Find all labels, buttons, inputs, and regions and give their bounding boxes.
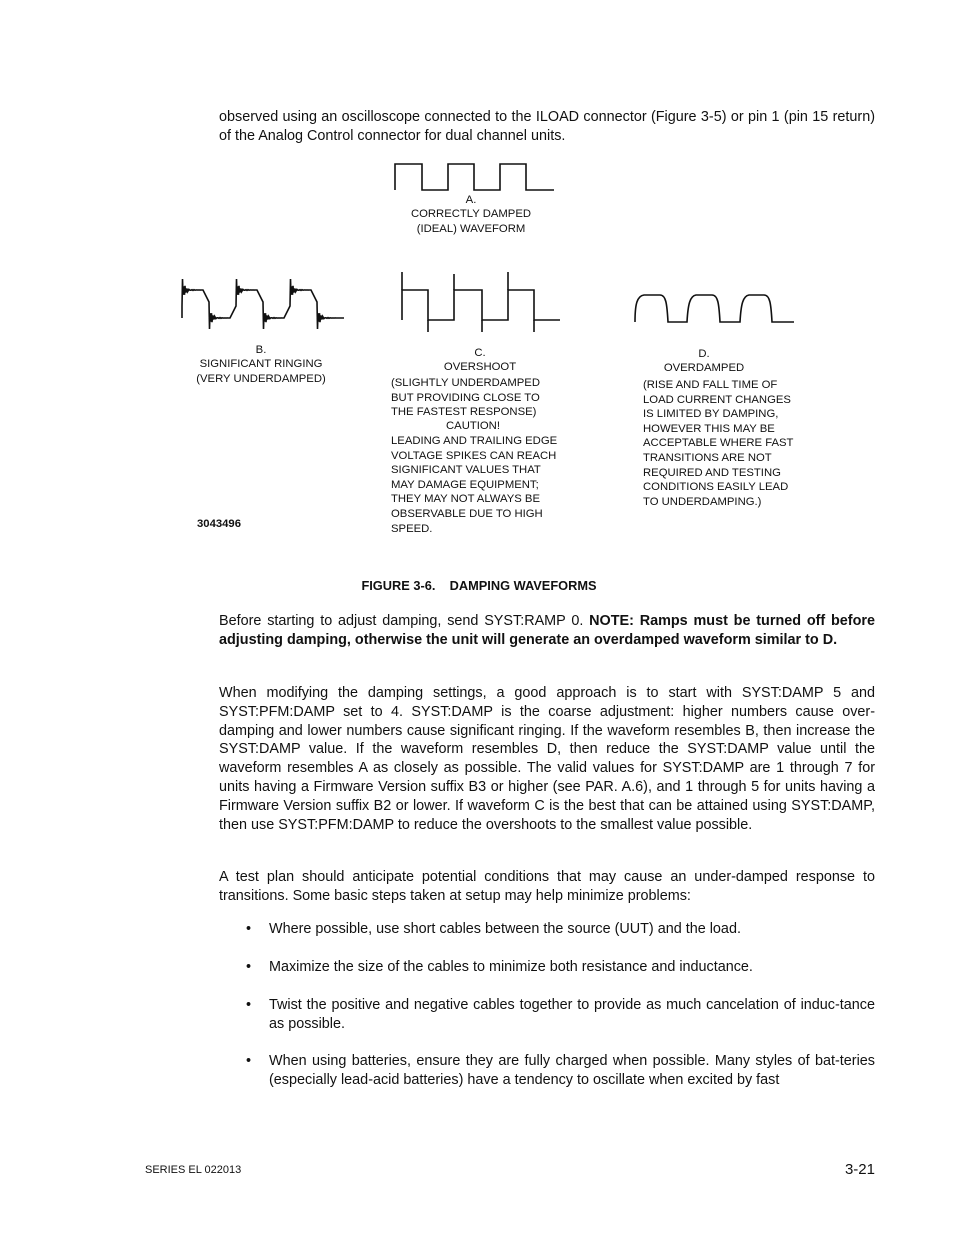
bullet-item: Where possible, use short cables between the source (UUT) and the load. [269, 921, 741, 937]
waveform-c-warning: LEADING AND TRAILING EDGE VOLTAGE SPIKES CAN REACH SIGNIFICANT VALUES THAT MAY DAMAGE EQUIPMENT; THEY MAY NOT ALWAYS BE OBSERVABLE DUE TO HIGH SPEED. [391, 435, 558, 535]
waveform-b-trace [182, 279, 344, 329]
waveform-d-overdamped [630, 290, 798, 330]
bullet-symbol: • [246, 921, 252, 937]
intro-paragraph: observed using an oscilloscope connected to the ILOAD connector (Figure 3-5) or pin 1 (pin 15 return) of the Analog Control connector for dual channel units. [219, 109, 875, 144]
waveform-c-title: OVERSHOOT [443, 361, 517, 373]
waveform-a-trace [395, 164, 554, 190]
bullet-symbol: • [246, 959, 252, 975]
waveform-c-letter: C. [474, 347, 486, 359]
waveform-a-title: CORRECTLY DAMPED (IDEAL) WAVEFORM [410, 208, 532, 235]
bullet-item: Twist the positive and negative cables together to provide as much cancelation of induc-tance as possible. [269, 997, 875, 1032]
bullet-symbol: • [246, 997, 252, 1013]
waveform-d-trace [635, 295, 794, 322]
waveform-d-note: (RISE AND FALL TIME OF LOAD CURRENT CHANGES IS LIMITED BY DAMPING, HOWEVER THIS MAY BE ACCEPTABLE WHERE FAST TRANSITIONS ARE NOT REQUIRED AND TESTING CONDITIONS EASILY LEAD TO UNDERDAMPING.) [643, 379, 794, 508]
bullet-item: Maximize the size of the cables to minimize both resistance and inductance. [269, 959, 753, 975]
damping-paragraph: When modifying the damping settings, a good approach is to start with SYST:DAMP 5 and SYST:PFM:DAMP set to 4. SYST:DAMP is the coarse adjustment: higher numbers cause over-damping and lower numbers cause significant ringing. If the waveform resembles B, then increase the SYST:DAMP value. If the waveform resembles D, then reduce the SYST:DAMP value until the waveform resembles A as closely as possible. The valid values for SYST:DAMP are 1 through 7 for units having a Firmware Version suffix B3 or higher (see PAR. A.6), and 1 through 5 for units having a Firmware Version suffix B2 or lower. If waveform C is the best that can be attained using SYST:DAMP, then use SYST:PFM:DAMP to reduce the overshoots to the smallest value possible. [219, 685, 875, 833]
waveform-c-trace [402, 290, 560, 320]
waveform-b-ringing [178, 272, 346, 336]
footer-series: SERIES EL 022013 [145, 1164, 242, 1176]
waveform-c-overshoot [398, 268, 566, 334]
waveform-c-spikes [402, 272, 534, 332]
waveform-d-title: OVERDAMPED [663, 362, 745, 374]
figure-id: 3043496 [197, 518, 241, 530]
page-number: 3-21 [844, 1161, 875, 1178]
waveform-c-caution: CAUTION! [446, 420, 500, 432]
waveform-a-ideal [390, 160, 560, 196]
waveform-a-letter: A. [465, 194, 477, 206]
ramp-paragraph [219, 612, 875, 650]
test-plan-paragraph: A test plan should anticipate potential conditions that may cause an under-damped response to transitions. Some basic steps taken at setup may help minimize problems: [219, 869, 875, 904]
ramp-text: Before starting to adjust damping, send SYST:RAMP 0. [219, 613, 590, 629]
ramp-note: NOTE: Ramps must be turned off before adjusting damping, otherwise the unit will generate an overdamped waveform similar to D. [219, 613, 875, 648]
waveform-c-note: (SLIGHTLY UNDERDAMPED BUT PROVIDING CLOSE TO THE FASTEST RESPONSE) [391, 377, 540, 419]
waveform-b-title: SIGNIFICANT RINGING (VERY UNDERDAMPED) [196, 358, 326, 385]
figure-caption: FIGURE 3-6. DAMPING WAVEFORMS [361, 578, 597, 593]
waveform-d-letter: D. [698, 348, 710, 360]
bullet-symbol: • [246, 1053, 252, 1069]
waveform-b-letter: B. [255, 344, 267, 356]
bullet-item: When using batteries, ensure they are fully charged when possible. Many styles of bat-teries (especially lead-acid batteries) have a tendency to oscillate when excited by fast [269, 1053, 875, 1088]
